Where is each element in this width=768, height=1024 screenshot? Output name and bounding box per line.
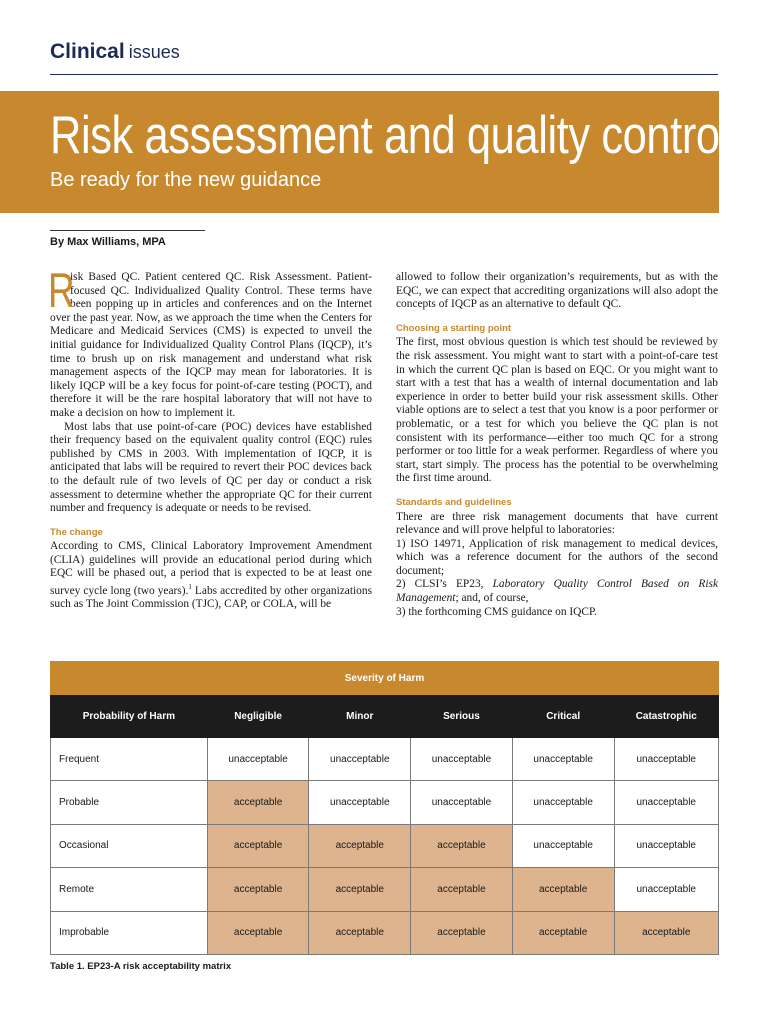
paragraph-poc: Most labs that use point-of-care (POC) devices have established their frequency based on the equivalent quality control (EQC) rules published by CMS in 2003. With implementation of IQCP, it is anticipated that labs will be required to revert their POC devices back to the default rule of two levels of QC per day or conduct a risk assessment to determine whether the appropriate QC for their current number and frequency is adequate or needs to be revised. [50,420,372,515]
matrix-cell: acceptable [309,911,411,954]
matrix-cell: unacceptable [512,738,614,781]
article-subtitle: Be ready for the new guidance [50,169,322,191]
matrix-cell: acceptable [309,824,411,867]
table-row [51,824,719,867]
list-item-3: 3) the forthcoming CMS guidance on IQCP. [396,605,597,618]
column-header: Minor [309,695,411,738]
matrix-cell: unacceptable [614,781,719,824]
matrix-cell: unacceptable [309,738,411,781]
intro-text: isk Based QC. Patient centered QC. Risk Assessment. Patient-focused QC. Individualized Quality Control. These terms have been popping up in articles and conferences and on the Internet over the past year. Now, as we approach the time when the Centers for Medicare and Medicaid Services (CMS) is expected to unveil the initial guidance for Individualized Quality Control Plans (IQCP), it’s time to brush up on risk management and understand what risk management aspects of the IQCP may mean for laboratories. It is likely IQCP will be a key focus for point-of-care testing (POCT), and therefore it will be the rare hospital laboratory that will not have to make a decision on how to implement it. [50,271,372,419]
matrix-cell: unacceptable [207,738,309,781]
list-item-2-a: 2) CLSI’s EP23, [396,578,493,591]
list-item-1: 1) ISO 14971, Application of risk management to medical devices, which was a reference document for the authors of the second document; [396,537,718,577]
matrix-cell: acceptable [512,868,614,911]
section-label [50,40,180,64]
matrix-cell: acceptable [411,868,513,911]
list-item-2-b: ; and, of course, [455,592,529,605]
heading-standards: Standards and guidelines [396,496,512,508]
heading-starting-point: Choosing a starting point [396,322,512,334]
title-banner [0,91,729,213]
section-label-normal: issues [128,42,180,62]
row-label: Occasional [51,824,208,867]
list-item-2 [396,578,718,605]
matrix-cell: unacceptable [614,824,719,867]
section-label-bold: Clinical [50,40,125,63]
left-column [48,264,373,612]
matrix-cell: unacceptable [309,781,411,824]
header-rule [50,74,718,75]
matrix-cell: unacceptable [411,738,513,781]
table-row [51,911,719,954]
matrix-cell: acceptable [207,781,309,824]
matrix-cell: acceptable [309,868,411,911]
severity-header-row [51,662,719,695]
matrix-cell: acceptable [614,911,719,954]
matrix-cell: unacceptable [512,781,614,824]
row-label: Improbable [51,911,208,954]
heading-the-change: The change [50,526,103,538]
table-caption: Table 1. EP23-A risk acceptability matrix [50,961,232,972]
severity-title: Severity of Harm [51,662,719,695]
intro-paragraph [48,264,372,421]
list-item-2-italic: Laboratory Quality Control Based on Risk Management [396,578,718,605]
table-row [51,781,719,824]
paragraph-change-end: Labs accredited by other organizations such as The Joint Commission (TJC), CAP, or COLA, will be [50,584,373,611]
row-label: Frequent [51,738,208,781]
drop-cap: R [48,264,75,318]
matrix-cell: acceptable [207,911,309,954]
article-title: Risk assessment and quality control [50,106,729,165]
column-header: Critical [512,695,614,738]
column-header: Catastrophic [614,695,719,738]
table-row [51,868,719,911]
row-label: Probable [51,781,208,824]
table-row [51,738,719,781]
column-header: Probability of Harm [51,695,208,738]
matrix-cell: unacceptable [411,781,513,824]
matrix-cell: unacceptable [614,738,719,781]
right-column [396,271,718,619]
matrix-cell: acceptable [207,868,309,911]
matrix-cell: acceptable [512,911,614,954]
paragraph-starting-point: The first, most obvious question is which test should be reviewed by the risk assessment. You might want to start with a point-of-care test in which the current QC plan is based on EQC. Or you might want to start with a test that has a wealth of internal documentation and lab experience in order to better build your risk assessment skills. Other viable options are to select a test that you know is a poor performer or problematic, or a test for which you believe the QC plan is not consistent with its performance—either too much QC for a strong performer or too little for a weak performer. Regardless of where you start, start simply. The process has the potential to be overwhelming the first time around. [396,336,718,485]
byline: By Max Williams, MPA [50,230,205,248]
paragraph-standards: There are three risk management documents that have current relevance and will prove helpful to laboratories: [396,510,718,537]
footnote-ref: 1 [188,583,192,592]
matrix-cell: unacceptable [512,824,614,867]
column-header-row [51,695,719,738]
column-header: Negligible [207,695,309,738]
paragraph-continued: allowed to follow their organization’s requirements, but as with the EQC, we can expect that accrediting organizations will also adopt the concepts of IQCP as an alternative to default QC. [396,271,718,311]
matrix-cell: acceptable [411,824,513,867]
matrix-cell: acceptable [207,824,309,867]
risk-matrix-table [50,661,719,955]
paragraph-change-text: According to CMS, Clinical Laboratory Improvement Amendment (CLIA) guidelines will provide an educational period during which EQC will be phased out, a period that is expected to be at least one survey cycle long (two years). [50,540,372,597]
paragraph-change [50,540,372,612]
column-header: Serious [411,695,513,738]
matrix-cell: unacceptable [614,868,719,911]
row-label: Remote [51,868,208,911]
matrix-cell: acceptable [411,911,513,954]
